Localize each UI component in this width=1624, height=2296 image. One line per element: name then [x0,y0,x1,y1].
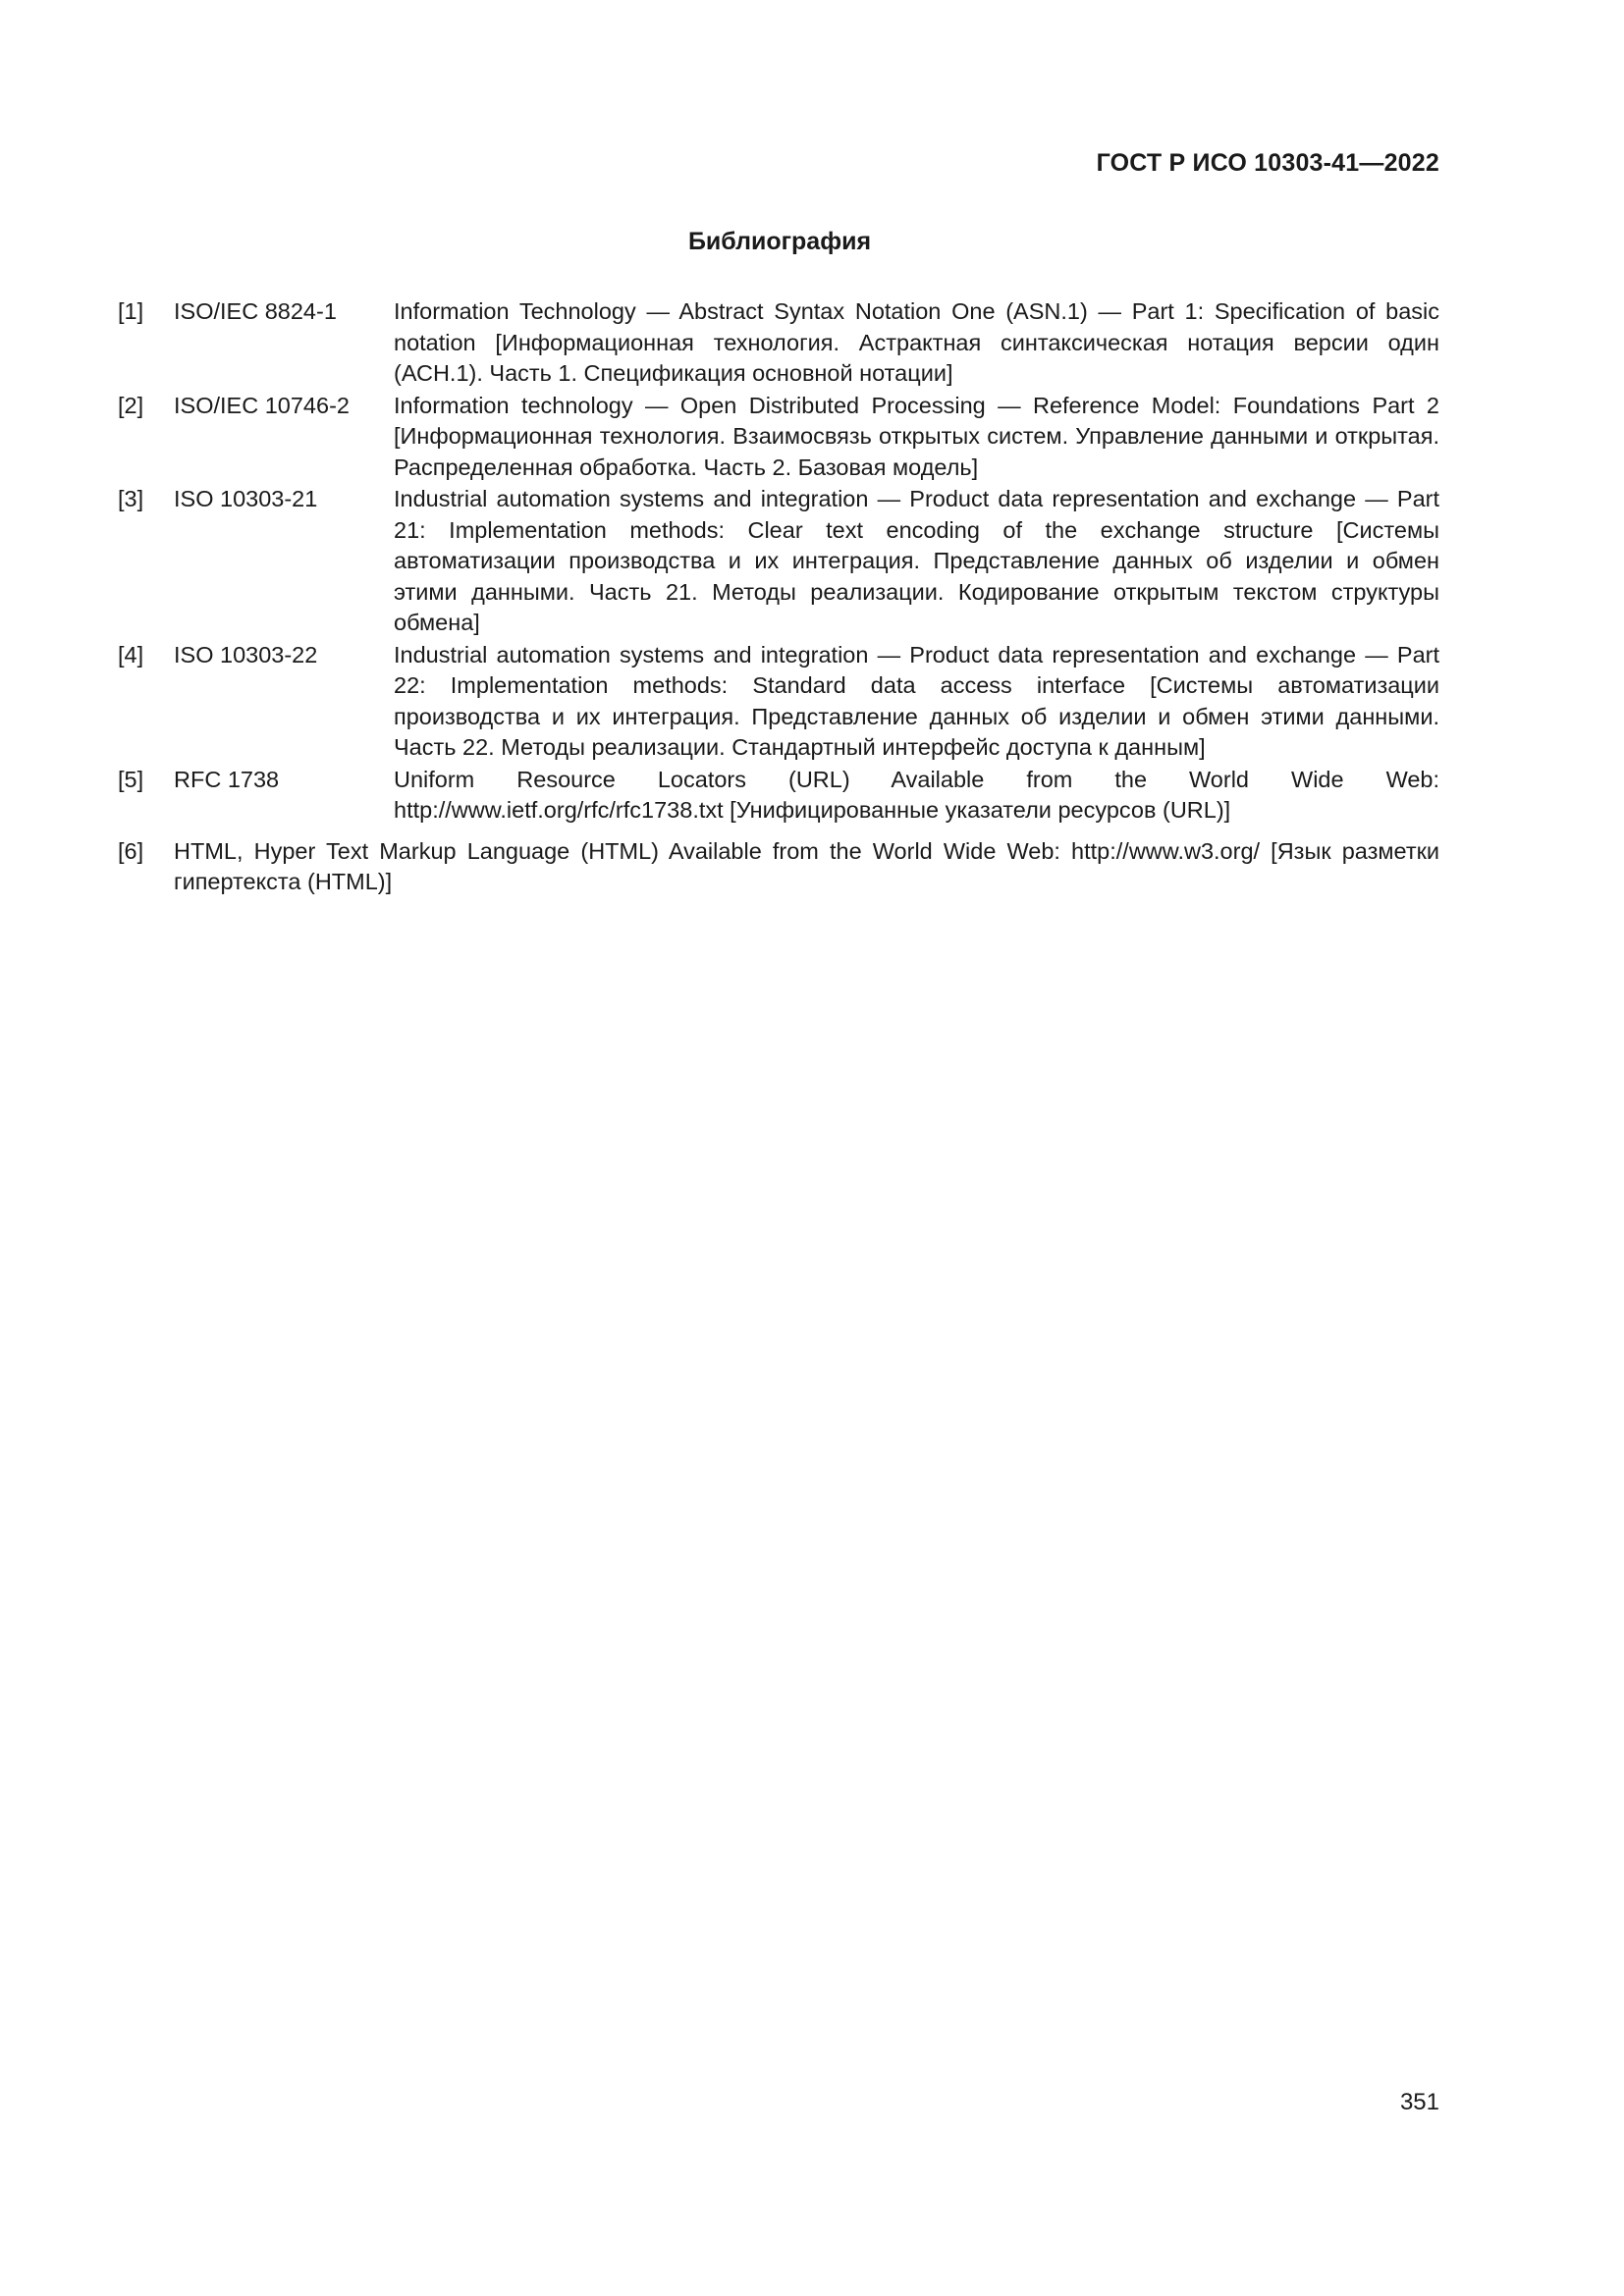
entry-description: Information Technology — Abstract Syntax Notation One (ASN.1) — Part 1: Specification of basic notation [Информационная технология. Астрактная синтаксическая нотация версии один (АСН.1). Часть 1. Спецификация основной нотации] [394,298,1439,386]
bibliography-entry [118,391,1439,484]
entry-number: [1] [118,298,144,324]
section-title: Библиография [687,228,872,255]
entry-code: ISO/IEC 10746-2 [174,392,350,418]
entry-description: Uniform Resource Locators (URL) Available from the World Wide Web: http://www.ietf.org/rfc/rfc1738.txt [Унифицированные указатели ресурсов (URL)] [394,766,1439,823]
entry-code: RFC 1738 [174,766,280,792]
page-number: 351 [1399,2089,1439,2115]
entry-description: HTML, Hyper Text Markup Language (HTML) Available from the World Wide Web: http://www.w3.org/ [Язык разметки гипертекста (HTML)] [174,837,1439,894]
entry-number: [5] [118,766,144,792]
bibliography-entry [118,484,1439,639]
bibliography-entry [118,765,1439,827]
entry-code: ISO 10303-21 [174,486,318,511]
entry-code: ISO 10303-22 [174,641,318,667]
entry-description: Industrial automation systems and integration — Product data representation and exchange — Part 22: Implementation methods: Standard data access interface [Системы автоматизации производства и их интеграция. Представление данных об изделии и обмен этими данными. Часть 22. Методы реализации. Стандартный интерфейс доступа к данным] [394,641,1439,760]
bibliography-list [118,296,1439,899]
entry-number: [3] [118,486,144,511]
entry-number: [4] [118,641,144,667]
bibliography-entry [118,640,1439,764]
entry-number: [6] [118,837,144,864]
entry-code: ISO/IEC 8824-1 [174,298,337,324]
entry-description: Information technology — Open Distributed Processing — Reference Model: Foundations Part 2 [Информационная технология. Взаимосвязь открытых систем. Управление данными и открытая. Распределенная обработка. Часть 2. Базовая модель] [394,392,1439,480]
bibliography-entry [118,836,1439,898]
entry-description: Industrial automation systems and integration — Product data representation and exchange — Part 21: Implementation methods: Clear text encoding of the exchange structure [Системы автоматизации производства и их интеграция. Представление данных об изделии и обмен этими данными. Часть 21. Методы реализации. Кодирование открытым текстом структуры обмена] [394,486,1439,635]
standard-id-header: ГОСТ Р ИСО 10303-41—2022 [1096,149,1439,177]
entry-number: [2] [118,392,144,418]
bibliography-entry [118,296,1439,390]
